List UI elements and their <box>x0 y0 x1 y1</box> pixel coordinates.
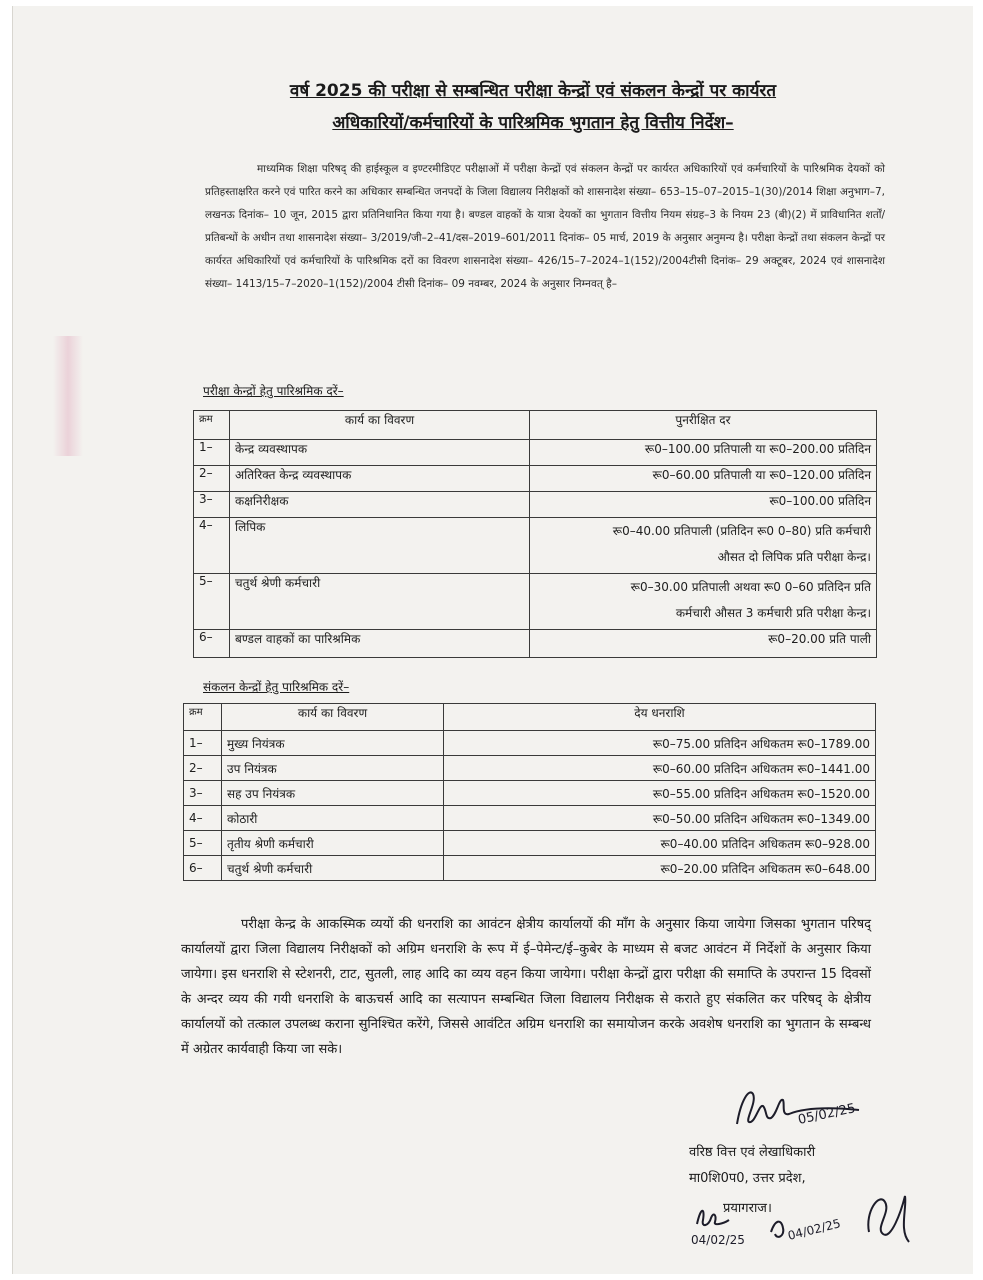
cell-rate <box>530 518 877 574</box>
cell-work: केन्द्र व्यवस्थापक <box>230 440 530 466</box>
cell-sn: 1– <box>184 731 222 756</box>
cell-rate: रू0–75.00 प्रतिदिन अधिकतम रू0–1789.00 <box>444 731 876 756</box>
exam-centre-rates-table <box>193 410 877 658</box>
table-row <box>194 630 877 658</box>
initial-date-2: 04/02/25 <box>786 1216 843 1243</box>
cell-rate: रू0–50.00 प्रतिदिन अधिकतम रू0–1349.00 <box>444 806 876 831</box>
intro-paragraph: माध्यमिक शिक्षा परिषद् की हाईस्कूल व इण्टरमीडिएट परीक्षाओं में परीक्षा केन्द्रों एवं संकलन केन्द्रों पर कार्यरत अधिकारियों एवं कर्मचारियों के पारिश्रमिक देयकों को प्रतिहस्ताक्षरित करने एवं पारित करने का अधिकार सम्बन्धित जनपदों के जिला विद्यालय निरीक्षकों को शासनादेश संख्या– 653–15–07–2015–1(30)/2014 शिक्षा अनुभाग–7, लखनऊ दिनांक– 10 जून, 2015 द्वारा प्रतिनिधानित किया गया है। बण्डल वाहकों के यात्रा देयकों का भुगतान वित्तीय नियम संग्रह–3 के नियम 23 (बी)(2) में प्राविधानित शर्तों/प्रतिबन्धों के अधीन तथा शासनादेश संख्या– 3/2019/जी–2–41/दस–2019–601/2011 दिनांक– 05 मार्च, 2019 के अनुसार अनुमन्य है। परीक्षा केन्द्रों तथा संकलन केन्द्रों पर कार्यरत अधिकारियों एवं कर्मचारियों के पारिश्रमिक दरों का विवरण शासनादेश संख्या– 426/15–7–2024–1(152)/2004टीसी दिनांक– 29 अक्टूबर, 2024 एवं शासनादेश संख्या– 1413/15–7–2020–1(152)/2004 टीसी दिनांक– 09 नवम्बर, 2024 के अनुसार निम्नवत् है– <box>205 163 885 290</box>
cell-work: चतुर्थ श्रेणी कर्मचारी <box>222 856 444 881</box>
signature-date: 05/02/25 <box>796 1101 857 1128</box>
closing-paragraph: परीक्षा केन्द्र के आकस्मिक व्ययों की धनराशि का आवंटन क्षेत्रीय कार्यालयों की माँग के अनुसार किया जायेगा जिसका भुगतान परिषद् कार्यालयों द्वारा जिला विद्यालय निरीक्षकों को अग्रिम धनराशि के रूप में ई–पेमेन्ट/ई–कुबेर के माध्यम से बजट आवंटन में निर्देशों के अनुसार किया जायेगा। इस धनराशि से स्टेशनरी, टाट, सुतली, लाह आदि का व्यय वहन किया जायेगा। परीक्षा केन्द्रों द्वारा परीक्षा की समाप्ति के उपरान्त 15 दिवसों के अन्दर व्यय की गयी धनराशि के बाऊचर्स आदि का सत्यापन सम्बन्धित जिला विद्यालय निरीक्षक से कराते हुए संकलित कर परिषद् के क्षेत्रीय कार्यालयों को तत्काल उपलब्ध कराना सुनिश्चित करेंगे, जिससे आवंटित अग्रिम धनराशि का समायोजन करके अवशेष धनराशि का भुगतान के सम्बन्ध में अग्रेतर कार्यवाही किया जा सके। <box>181 917 871 1057</box>
table-header-row <box>194 411 877 440</box>
cell-work: बण्डल वाहकों का पारिश्रमिक <box>230 630 530 658</box>
collection-centre-rates-table <box>183 703 876 881</box>
cell-work: कक्षनिरीक्षक <box>230 492 530 518</box>
table-row <box>194 466 877 492</box>
cell-work: कोठारी <box>222 806 444 831</box>
cell-work: सह उप नियंत्रक <box>222 781 444 806</box>
designation: वरिष्ठ वित्त एवं लेखाधिकारी <box>689 1145 816 1160</box>
section1-title: परीक्षा केन्द्रों हेतु पारिश्रमिक दरें– <box>203 384 344 398</box>
table-row <box>184 806 876 831</box>
cell-rate: रू0–20.00 प्रति पाली <box>530 630 877 658</box>
table-row <box>194 518 877 574</box>
table-row <box>194 440 877 466</box>
section2-title: संकलन केन्द्रों हेतु पारिश्रमिक दरें– <box>203 680 350 694</box>
cell-sn: 2– <box>184 756 222 781</box>
rate-line-2: औसत दो लिपिक प्रति परीक्षा केन्द्र। <box>717 550 871 564</box>
document-page <box>12 6 973 1274</box>
cell-rate: रू0–40.00 प्रतिदिन अधिकतम रू0–928.00 <box>444 831 876 856</box>
cell-sn: 5– <box>194 574 230 630</box>
officer-signature <box>719 1080 879 1140</box>
cell-work: अतिरिक्त केन्द्र व्यवस्थापक <box>230 466 530 492</box>
col-sn: क्रम <box>184 704 222 731</box>
table-row <box>184 731 876 756</box>
office-name: मा0शि0प0, उत्तर प्रदेश, <box>689 1171 806 1186</box>
cell-rate <box>530 574 877 630</box>
cell-rate: रू0–100.00 प्रतिपाली या रू0–200.00 प्रतिदिन <box>530 440 877 466</box>
cell-sn: 4– <box>194 518 230 574</box>
table-row <box>184 756 876 781</box>
table-row <box>194 492 877 518</box>
col-work: कार्य का विवरण <box>230 411 530 440</box>
table-header-row <box>184 704 876 731</box>
cell-work: उप नियंत्रक <box>222 756 444 781</box>
cell-sn: 3– <box>194 492 230 518</box>
cell-work: चतुर्थ श्रेणी कर्मचारी <box>230 574 530 630</box>
table-row <box>184 831 876 856</box>
rate-line-1: रू0–30.00 प्रतिपाली अथवा रू0 0–60 प्रतिदिन प्रति <box>630 580 871 594</box>
cell-rate: रू0–60.00 प्रतिदिन अधिकतम रू0–1441.00 <box>444 756 876 781</box>
cell-rate: रू0–55.00 प्रतिदिन अधिकतम रू0–1520.00 <box>444 781 876 806</box>
col-rate: देय धनराशि <box>444 704 876 731</box>
cell-work: मुख्य नियंत्रक <box>222 731 444 756</box>
cell-sn: 6– <box>194 630 230 658</box>
initial-date-1: 04/02/25 <box>691 1233 745 1247</box>
table-row <box>184 856 876 881</box>
table-row <box>194 574 877 630</box>
cell-rate: रू0–100.00 प्रतिदिन <box>530 492 877 518</box>
stamp-stain <box>53 336 83 456</box>
city-text: प्रयागराज। <box>723 1201 772 1216</box>
cell-sn: 4– <box>184 806 222 831</box>
col-sn: क्रम <box>194 411 230 440</box>
col-rate: पुनरीक्षित दर <box>530 411 877 440</box>
col-work: कार्य का विवरण <box>222 704 444 731</box>
cell-sn: 2– <box>194 466 230 492</box>
table-row <box>184 781 876 806</box>
cell-rate: रू0–20.00 प्रतिदिन अधिकतम रू0–648.00 <box>444 856 876 881</box>
initial-mark-3 <box>855 1182 925 1254</box>
rate-line-2: कर्मचारी औसत 3 कर्मचारी प्रति परीक्षा केन्द्र। <box>675 606 871 620</box>
rate-line-1: रू0–40.00 प्रतिपाली (प्रतिदिन रू0 0–80) प्रति कर्मचारी <box>612 524 871 538</box>
cell-sn: 1– <box>194 440 230 466</box>
cell-sn: 3– <box>184 781 222 806</box>
cell-work: तृतीय श्रेणी कर्मचारी <box>222 831 444 856</box>
cell-rate: रू0–60.00 प्रतिपाली या रू0–120.00 प्रतिदिन <box>530 466 877 492</box>
cell-sn: 6– <box>184 856 222 881</box>
heading-line-1: वर्ष 2025 की परीक्षा से सम्बन्धित परीक्षा केन्द्रों एवं संकलन केन्द्रों पर कार्यरत <box>289 81 777 101</box>
cell-sn: 5– <box>184 831 222 856</box>
heading-line-2: अधिकारियों/कर्मचारियों के पारिश्रमिक भुगतान हेतु वित्तीय निर्देश– <box>332 113 734 133</box>
cell-work: लिपिक <box>230 518 530 574</box>
